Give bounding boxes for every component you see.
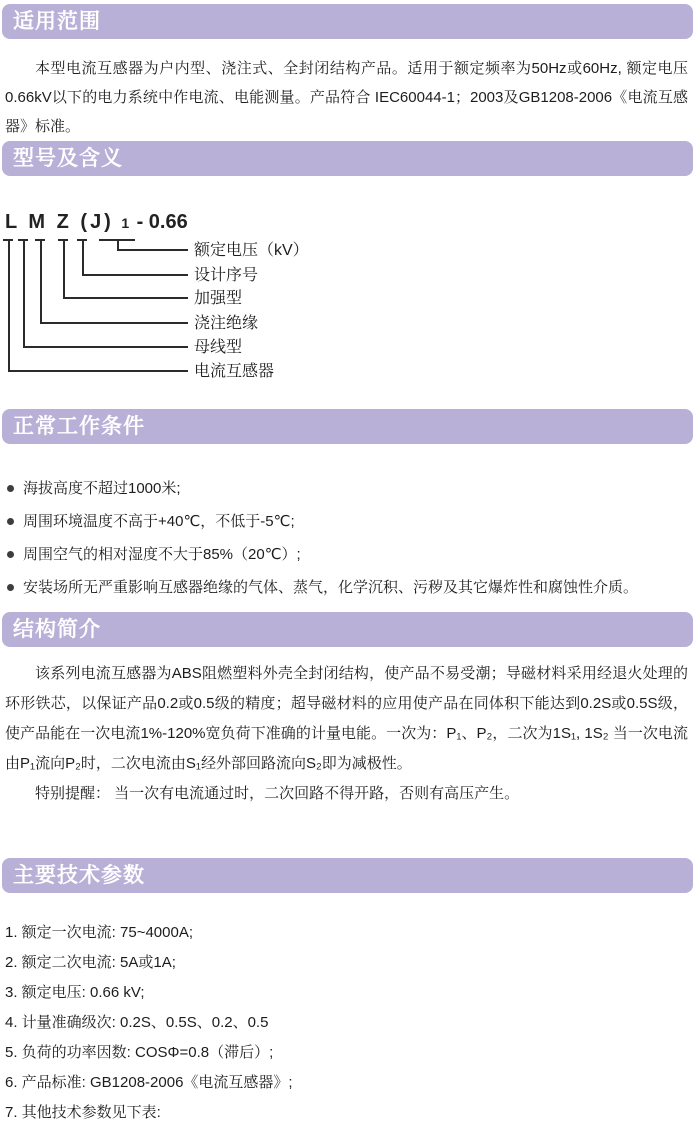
list-item: [5, 478, 688, 499]
list-item: [5, 511, 688, 532]
section-header-model: 型号及含义: [2, 141, 693, 176]
condition-text: 周围空气的相对湿度不大于85%（20℃）;: [23, 546, 301, 563]
section-header-conditions: 正常工作条件: [2, 409, 693, 444]
parameter-item: 5. 负荷的功率因数: COSΦ=0.8（滞后）;: [5, 1044, 274, 1061]
model-code-diagram: [0, 197, 700, 392]
section-header-structure: 结构简介: [2, 612, 693, 647]
model-label: 电流互感器: [194, 363, 275, 380]
parameter-item: 6. 产品标准: GB1208-2006《电流互感器》;: [5, 1074, 293, 1091]
parameter-item: 2. 额定二次电流: 5A或1A;: [5, 954, 176, 971]
list-item: [5, 577, 688, 598]
model-code-suffix: - 0.66: [136, 211, 188, 233]
model-label: 母线型: [194, 339, 243, 356]
bullet-icon: [7, 551, 14, 558]
structure-warning-note: 特别提醒： 当一次有电流通过时，二次回路不得开路，否则有高压产生。: [35, 785, 520, 802]
section-header-scope: 适用范围: [2, 4, 693, 39]
model-label: 设计序号: [194, 267, 259, 284]
model-code-main: L M Z (J): [5, 211, 114, 233]
condition-text: 周围环境温度不高于+40℃，不低于-5℃;: [23, 513, 295, 530]
parameters-list: [5, 923, 688, 1123]
bullet-icon: [7, 518, 14, 525]
model-code-serial: 1: [121, 215, 130, 231]
parameter-item: 4. 计量准确级次: 0.2S、0.5S、0.2、0.5: [5, 1014, 269, 1031]
datasheet-page: [0, 4, 700, 1136]
bullet-icon: [7, 485, 14, 492]
model-label: 浇注绝缘: [194, 315, 259, 332]
model-label: 加强型: [194, 290, 243, 307]
list-item: [5, 544, 688, 565]
diagram-line: [8, 241, 188, 372]
model-code: [5, 211, 188, 234]
parameter-item: 7. 其他技术参数见下表:: [5, 1104, 161, 1121]
parameter-item: 3. 额定电压: 0.66 kV;: [5, 984, 145, 1001]
bullet-icon: [7, 584, 14, 591]
condition-text: 安装场所无严重影响互感器绝缘的气体、蒸气，化学沉积、污秽及其它爆炸性和腐蚀性介质。: [23, 579, 639, 596]
model-label: 额定电压（kV）: [194, 242, 309, 259]
parameter-item: 1. 额定一次电流: 75~4000A;: [5, 924, 193, 941]
conditions-list: [5, 478, 688, 598]
structure-paragraph: 该系列电流互感器为ABS阻燃塑料外壳全封闭结构，使产品不易受潮；导磁材料采用经退火处理的环形铁芯，以保证产品0.2或0.5级的精度；超导磁材料的应用使产品在同体积下能达到0.2S或0.5S级，使产品能在一次电流1%-120%宽负荷下准确的计量电能。一次为：P₁、P₂，二次为1S₁, 1S₂ 当一次电流由P₁流向P₂时，二次电流由S₁经外部回路流向S₂即为减极性。: [5, 665, 688, 772]
section-header-parameters: 主要技术参数: [2, 858, 693, 893]
condition-text: 海拔高度不超过1000米;: [23, 480, 181, 497]
scope-paragraph: 本型电流互感器为户内型、浇注式、全封闭结构产品。适用于额定频率为50Hz或60Hz, 额定电压0.66kV以下的电力系统中作电流、电能测量。产品符合 IEC60044-1；2003及GB1208-2006《电流互感器》标准。: [5, 60, 688, 135]
